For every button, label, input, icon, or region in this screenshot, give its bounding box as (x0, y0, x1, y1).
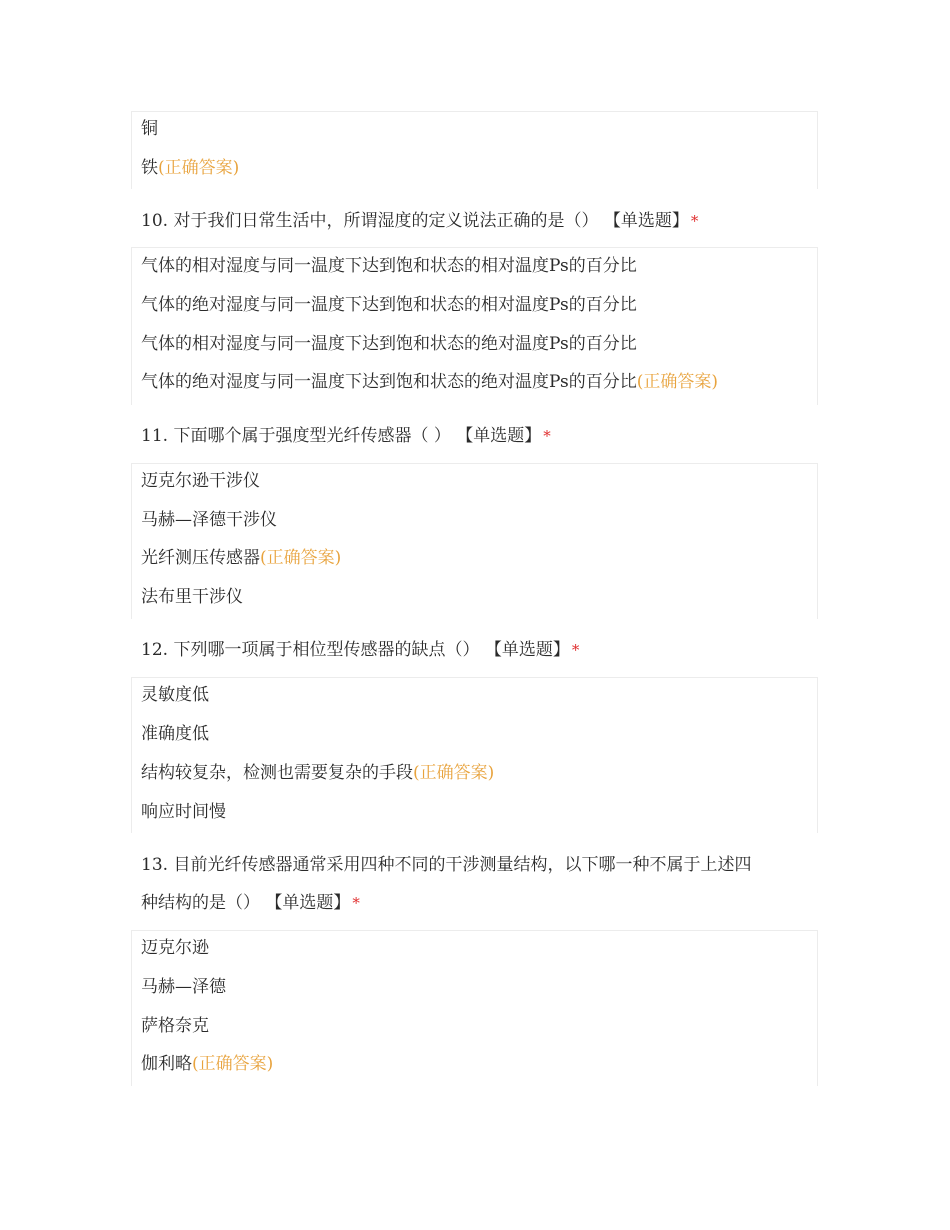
q10-option-4 (141, 370, 718, 394)
question-10 (141, 209, 698, 233)
option-text: 准确度低 (141, 724, 209, 744)
question-text: 种结构的是（） 【单选题】 (141, 893, 351, 913)
q13-option-3 (141, 1014, 209, 1038)
option-text: 迈克尔逊干涉仪 (141, 471, 260, 491)
required-mark: * (571, 641, 580, 659)
q11-option-3 (141, 546, 341, 570)
required-mark: * (352, 894, 360, 912)
option-text: 马赫—泽德干涉仪 (141, 510, 277, 530)
option-text: 光纤测压传感器 (141, 548, 260, 568)
option-text: 响应时间慢 (141, 802, 226, 822)
option-text: 气体的绝对湿度与同一温度下达到饱和状态的相对温度Ps的百分比 (141, 295, 637, 315)
q10-option-1 (141, 254, 637, 278)
option-text: 伽利略 (141, 1054, 192, 1074)
question-text: 12. 下列哪一项属于相位型传感器的缺点（） 【单选题】 (141, 640, 570, 660)
option-text: 法布里干涉仪 (141, 587, 243, 607)
q12-option-2 (141, 722, 209, 746)
q12-option-3 (141, 761, 494, 785)
option-text: 马赫—泽德 (141, 977, 226, 997)
question-13-line-2 (141, 891, 360, 915)
option-text: 灵敏度低 (141, 685, 209, 705)
q13-option-4 (141, 1052, 273, 1076)
q10-option-2 (141, 293, 637, 317)
q9-option-1 (141, 117, 158, 141)
correct-answer-label: (正确答案) (636, 372, 718, 392)
question-text: 13. 目前光纤传感器通常采用四种不同的干涉测量结构，以下哪一种不属于上述四 (141, 855, 752, 875)
correct-answer-label: (正确答案) (192, 1054, 274, 1074)
required-mark: * (543, 427, 551, 445)
q11-option-1 (141, 469, 260, 493)
question-text: 10. 对于我们日常生活中，所谓湿度的定义说法正确的是（） 【单选题】 (141, 211, 689, 231)
correct-answer-label: (正确答案) (158, 158, 240, 178)
question-13-line-1 (141, 853, 751, 877)
question-11 (141, 424, 551, 448)
option-text: 萨格奈克 (141, 1016, 209, 1036)
q12-option-4 (141, 800, 226, 824)
option-text: 迈克尔逊 (141, 938, 209, 958)
option-text: 铁 (141, 158, 158, 178)
q9-option-2 (141, 156, 239, 180)
option-text: 铜 (141, 119, 158, 139)
question-12 (141, 638, 579, 662)
option-text: 气体的相对湿度与同一温度下达到饱和状态的绝对温度Ps的百分比 (141, 334, 637, 354)
q12-options-box (131, 677, 818, 833)
q11-option-2 (141, 508, 277, 532)
correct-answer-label: (正确答案) (260, 548, 342, 568)
q10-option-3 (141, 332, 637, 356)
q12-option-1 (141, 683, 209, 707)
correct-answer-label: (正确答案) (413, 763, 495, 783)
q13-option-1 (141, 936, 209, 960)
q13-option-2 (141, 975, 226, 999)
option-text: 气体的相对湿度与同一温度下达到饱和状态的相对温度Ps的百分比 (141, 256, 637, 276)
option-text: 气体的绝对湿度与同一温度下达到饱和状态的绝对温度Ps的百分比 (141, 372, 637, 392)
question-text: 11. 下面哪个属于强度型光纤传感器（ ） 【单选题】 (141, 426, 542, 446)
option-text: 结构较复杂，检测也需要复杂的手段 (141, 763, 413, 783)
q11-option-4 (141, 585, 243, 609)
required-mark: * (690, 212, 699, 230)
